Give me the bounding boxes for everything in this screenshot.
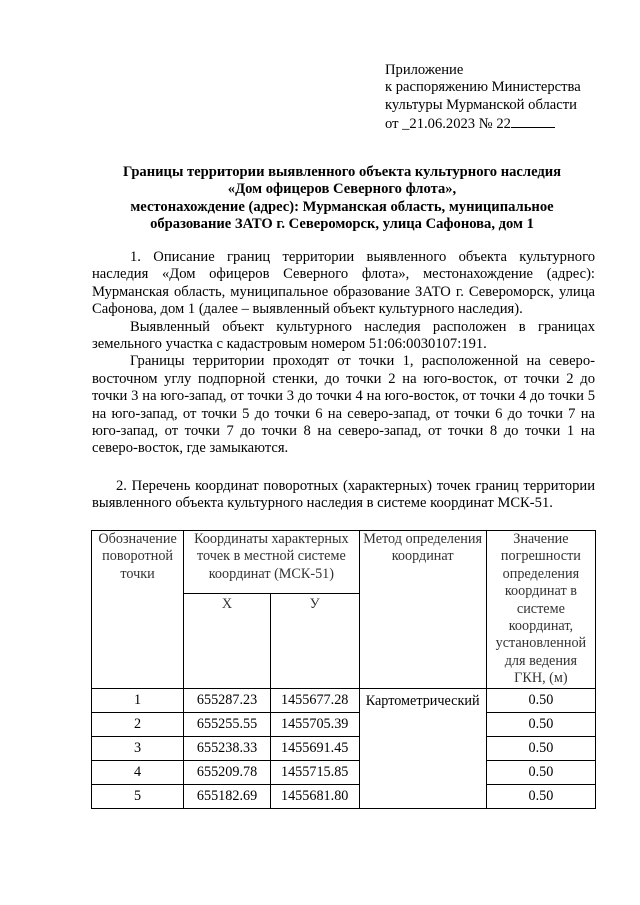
appendix-line-2: к распоряжению Министерства	[385, 79, 581, 96]
cell-point: 1	[92, 688, 184, 712]
cell-error: 0.50	[486, 760, 595, 784]
cell-x: 655287.23	[184, 688, 271, 712]
cell-y: 1455715.85	[270, 760, 359, 784]
section-1-paragraph-1: 1. Описание границ территории выявленного объекта культурного наследия «Дом офицеров Северного флота», местонахождение (адрес): Мурманская область, муниципальное образование ЗАТО г. Североморск, улица Сафонова, дом 1 (далее – выявленный объект культурного наследия).	[92, 249, 595, 318]
cell-point: 4	[92, 760, 184, 784]
section-2	[92, 478, 595, 513]
appendix-line-3: культуры Мурманской области	[385, 96, 577, 113]
table-row	[92, 784, 596, 808]
table-row	[92, 736, 596, 760]
appendix-header	[385, 62, 625, 134]
header-error: Значение погрешности определения координат в системе координат, установленной для ведения ГКН, (м)	[486, 531, 595, 689]
header-method: Метод определения координат	[359, 531, 486, 689]
cell-y: 1455691.45	[270, 736, 359, 760]
table-header-row	[92, 531, 596, 594]
cell-point: 5	[92, 784, 184, 808]
cell-x: 655255.55	[184, 712, 271, 736]
table-row	[92, 760, 596, 784]
signature-underline	[511, 114, 555, 128]
cell-y: 1455677.28	[270, 688, 359, 712]
appendix-line-4	[385, 114, 625, 133]
table-row	[92, 712, 596, 736]
cell-method: Картометрический	[359, 688, 486, 808]
title-line-3: местонахождение (адрес): Мурманская область, муниципальное	[130, 198, 554, 215]
header-y: У	[270, 593, 359, 688]
cell-y: 1455681.80	[270, 784, 359, 808]
header-x: X	[184, 593, 271, 688]
title-line-1: Границы территории выявленного объекта культурного наследия	[122, 164, 562, 180]
section-1-paragraph-3: Границы территории проходят от точки 1, расположенной на северо-восточном углу подпорной стенки, до точки 2 на юго-восток, от точки 2 до точки 3 на юго-запад, от точки 3 до точки 4 на юго-восток, от точки 4 до точки 5 на юго-запад, от точки 5 до точки 6 на северо-запад, от точки 6 до точки 7 на юго-запад, от точки 7 до точки 8 на северо-запад, от точки 8 до точки 1 на северо-восток, где замыкаются.	[92, 353, 595, 457]
coordinates-table	[91, 530, 596, 809]
header-point: Обозначение поворотной точки	[92, 531, 184, 689]
cell-x: 655182.69	[184, 784, 271, 808]
cell-error: 0.50	[486, 688, 595, 712]
section-1-paragraph-2: Выявленный объект культурного наследия расположен в границах земельного участка с кадастровым номером 51:06:0030107:191.	[92, 318, 595, 353]
section-2-paragraph-1: 2. Перечень координат поворотных (характерных) точек границ территории выявленного объекта культурного наследия в системе координат МСК-51.	[92, 478, 595, 512]
cell-y: 1455705.39	[270, 712, 359, 736]
table-row	[92, 688, 596, 712]
cell-x: 655209.78	[184, 760, 271, 784]
cell-point: 2	[92, 712, 184, 736]
cell-error: 0.50	[486, 712, 595, 736]
cell-error: 0.50	[486, 736, 595, 760]
cell-point: 3	[92, 736, 184, 760]
header-coords: Координаты характерных точек в местной системе координат (МСК-51)	[184, 531, 359, 594]
cell-x: 655238.33	[184, 736, 271, 760]
title-line-2: «Дом офицеров Северного флота»,	[227, 181, 457, 198]
appendix-date-number: от _21.06.2023 № 22	[385, 116, 511, 133]
title-line-4: образование ЗАТО г. Североморск, улица Сафонова, дом 1	[150, 216, 534, 233]
cell-error: 0.50	[486, 784, 595, 808]
appendix-line-1: Приложение	[385, 62, 464, 78]
document-title	[92, 164, 592, 234]
section-1	[92, 249, 595, 458]
